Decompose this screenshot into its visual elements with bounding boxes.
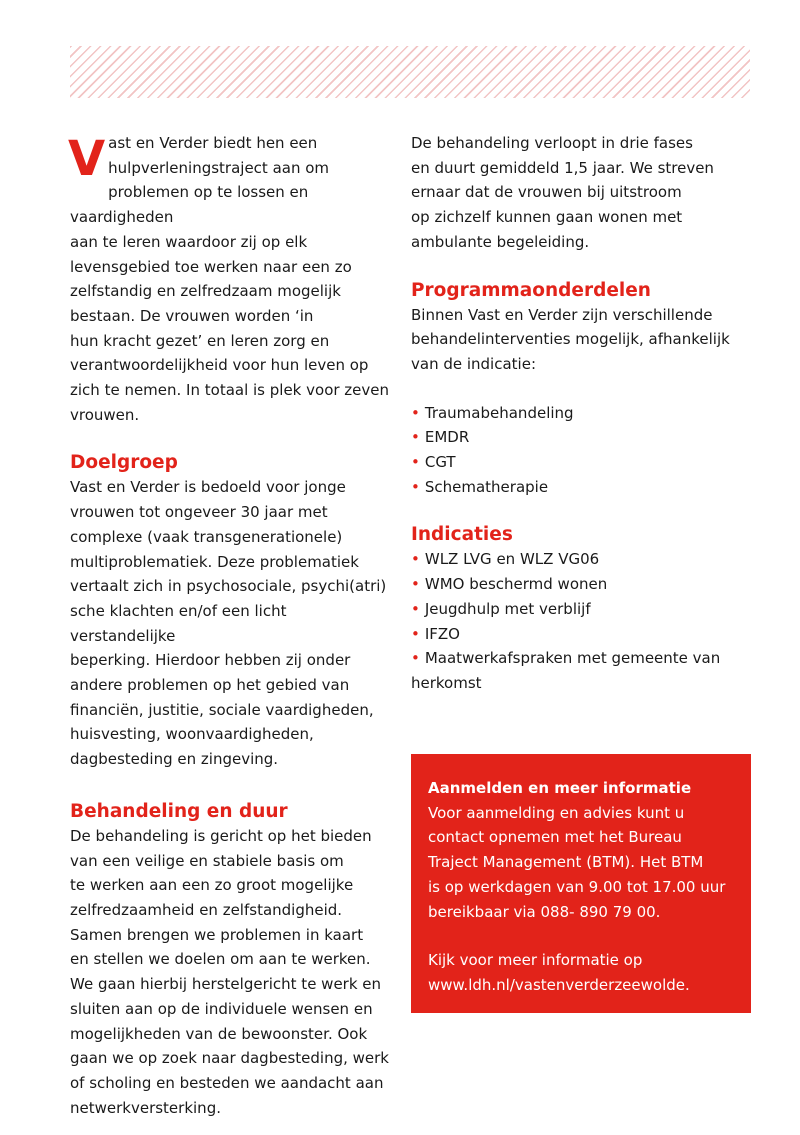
list-item: • Maatwerkafspraken met gemeente van herkomst bbox=[411, 649, 721, 692]
bullet-icon: • bbox=[411, 599, 420, 618]
bullet-icon: • bbox=[411, 428, 420, 447]
contact-info-box bbox=[411, 754, 751, 1013]
programma-heading: Programmaonderdelen bbox=[411, 279, 651, 301]
list-item: • IFZO bbox=[411, 624, 460, 643]
list-item: • WMO beschermd wonen bbox=[411, 575, 608, 594]
list-item: • Traumabehandeling bbox=[411, 403, 574, 422]
list-item: • WLZ LVG en WLZ VG06 bbox=[411, 550, 600, 569]
bullet-icon: • bbox=[411, 550, 420, 569]
drop-cap: V bbox=[68, 131, 106, 187]
bullet-icon: • bbox=[411, 624, 420, 643]
bullet-icon: • bbox=[411, 453, 420, 472]
right-column bbox=[411, 131, 731, 696]
intro-paragraph bbox=[70, 131, 390, 427]
list-item: • Schematherapie bbox=[411, 477, 549, 496]
programma-text: Binnen Vast en Verder zijn verschillende behandelinterventies mogelijk, afhankelijk van de indicatie: bbox=[411, 305, 730, 373]
fases-text: De behandeling verloopt in drie fases en duurt gemiddeld 1,5 jaar. We streven ernaar dat de vrouwen bij uitstroom op zichzelf kunnen gaan wonen met ambulante begeleiding. bbox=[411, 134, 714, 251]
decorative-hatch-banner bbox=[70, 46, 750, 98]
bullet-icon: • bbox=[411, 649, 420, 668]
more-info-text: Kijk voor meer informatie op www.ldh.nl/vastenverderzeewolde. bbox=[428, 951, 690, 994]
contact-title: Aanmelden en meer informatie bbox=[428, 779, 692, 797]
list-item: • Jeugdhulp met verblijf bbox=[411, 599, 591, 618]
indicaties-heading: Indicaties bbox=[411, 524, 513, 546]
indicaties-list bbox=[411, 547, 731, 695]
contact-text: Voor aanmelding en advies kunt u contact opnemen met het Bureau Traject Management (BTM). Het BTM is op werkdagen van 9.00 tot 17.00 uur bereikbaar via 088- 890 79 00. bbox=[428, 803, 726, 921]
list-item: • EMDR bbox=[411, 428, 470, 447]
intro-text: ast en Verder biedt hen een hulpverleningstraject aan om problemen op te lossen en vaardigheden aan te leren waardoor zij op elk levensgebied toe werken naar een zo zelfstandig en zelfredzaam mogelijk bestaan. De vrouwen worden ‘in hun kracht gezet’ en leren zorg en verantwoordelijkheid voor hun leven op zich te nemen. In totaal is plek voor zeven vrouwen. bbox=[70, 134, 390, 424]
behandeling-heading: Behandeling en duur bbox=[70, 800, 288, 822]
programma-list bbox=[411, 401, 731, 500]
doelgroep-text: Vast en Verder is bedoeld voor jonge vrouwen tot ongeveer 30 jaar met complexe (vaak transgenerationele) multiproblematiek. Deze problematiek vertaalt zich in psychosociale, psychi(atri) sche klachten en/of een licht verstandelijke beperking. Hierdoor hebben zij onder andere problemen op het gebied van financiën, justitie, sociale vaardigheden, huisvesting, woonvaardigheden, dagbesteding en zingeving. bbox=[70, 478, 387, 769]
behandeling-text: De behandeling is gericht op het bieden van een veilige en stabiele basis om te werken aan een zo groot mogelijke zelfredzaamheid en zelfstandigheid. Samen brengen we problemen in kaart en stellen we doelen om aan te werken. We gaan hierbij herstelgericht te werk en sluiten aan op de individuele wensen en mogelijkheden van de bewoonster. Ook gaan we op zoek naar dagbesteding, werk of scholing en besteden we aandacht aan netwerkversterking. bbox=[70, 826, 389, 1117]
left-column bbox=[70, 131, 390, 1120]
list-item: • CGT bbox=[411, 453, 456, 472]
bullet-icon: • bbox=[411, 477, 420, 496]
bullet-icon: • bbox=[411, 575, 420, 594]
doelgroep-heading: Doelgroep bbox=[70, 452, 178, 474]
bullet-icon: • bbox=[411, 403, 420, 422]
